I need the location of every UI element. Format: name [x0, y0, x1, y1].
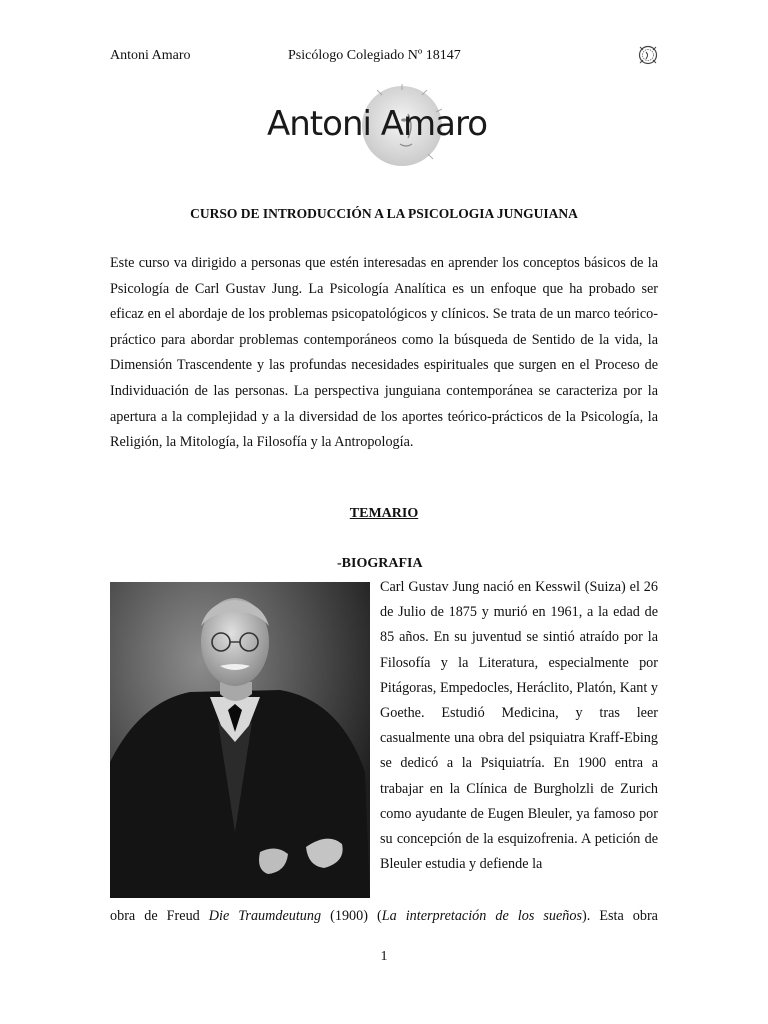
course-title: CURSO DE INTRODUCCIÓN A LA PSICOLOGIA JUNGUIANA	[190, 206, 578, 221]
bio-text-start: obra de Freud	[110, 908, 209, 924]
bio-text-end: ). Esta obra	[582, 908, 658, 924]
jung-portrait-photo	[110, 582, 370, 898]
portrait-carl-gustav-jung	[110, 582, 370, 898]
bio-book-year: (1900) (	[321, 908, 382, 924]
logo-wordmark: Antoni Amaro	[267, 104, 487, 144]
biography-column-text: Carl Gustav Jung nació en Kesswil (Suiza) el 26 de Julio de 1875 y murió en 1961, a la edad de 85 años. En su juventud se sintió atraído por la Filosofía y la Literatura, especialmente por Pitágoras, Empedocles, Heráclito, Platón, Kant y Goethe. Estudió Medicina, y tras leer casualmente una obra del psiquiatra Kraff-Ebing se dedicó a la Psiquiatría. En 1900 entra a trabajar en la Clínica de Burgholzli de Zurich como ayudante de Eugen Bleuler, ya famoso por su concepción de la esquizofrenia. A petición de Bleuler estudia y defiende la	[380, 579, 658, 873]
intro-paragraph: Este curso va dirigido a personas que estén interesadas en aprender los conceptos básicos de la Psicología de Carl Gustav Jung. La Psicología Analítica es un enfoque que ha probado ser eficaz en el abordaje de los problemas psicopatológicos y clínicos. Se trata de un marco teórico-práctico para abordar problemas contemporáneos como la búsqueda de Sentido de la vida, la Dimensión Trascendente y las profundas necesidades espirituales que surgen en el Proceso de Individuación de las personas. La perspectiva junguiana contemporánea se caracteriza por la apertura a la complejidad y a la diversidad de los aportes teórico-prácticos de la Psicología, la Religión, la Mitología, la Filosofía y la Antropología.	[110, 255, 658, 451]
biography-heading: -BIOGRAFIA	[337, 556, 423, 571]
header-license-number: Psicólogo Colegiado Nº 18147	[288, 48, 461, 63]
bio-book-translation: La interpretación de los sueños	[381, 908, 583, 924]
bio-book-title: Die Traumdeutung	[208, 908, 322, 924]
header-author: Antoni Amaro	[110, 48, 191, 63]
biography-continuation-line	[110, 904, 658, 929]
brand-logo	[262, 82, 512, 172]
syllabus-heading: TEMARIO	[349, 506, 419, 521]
sun-moon-logo-icon	[637, 44, 659, 66]
page-number: 1	[380, 949, 388, 964]
